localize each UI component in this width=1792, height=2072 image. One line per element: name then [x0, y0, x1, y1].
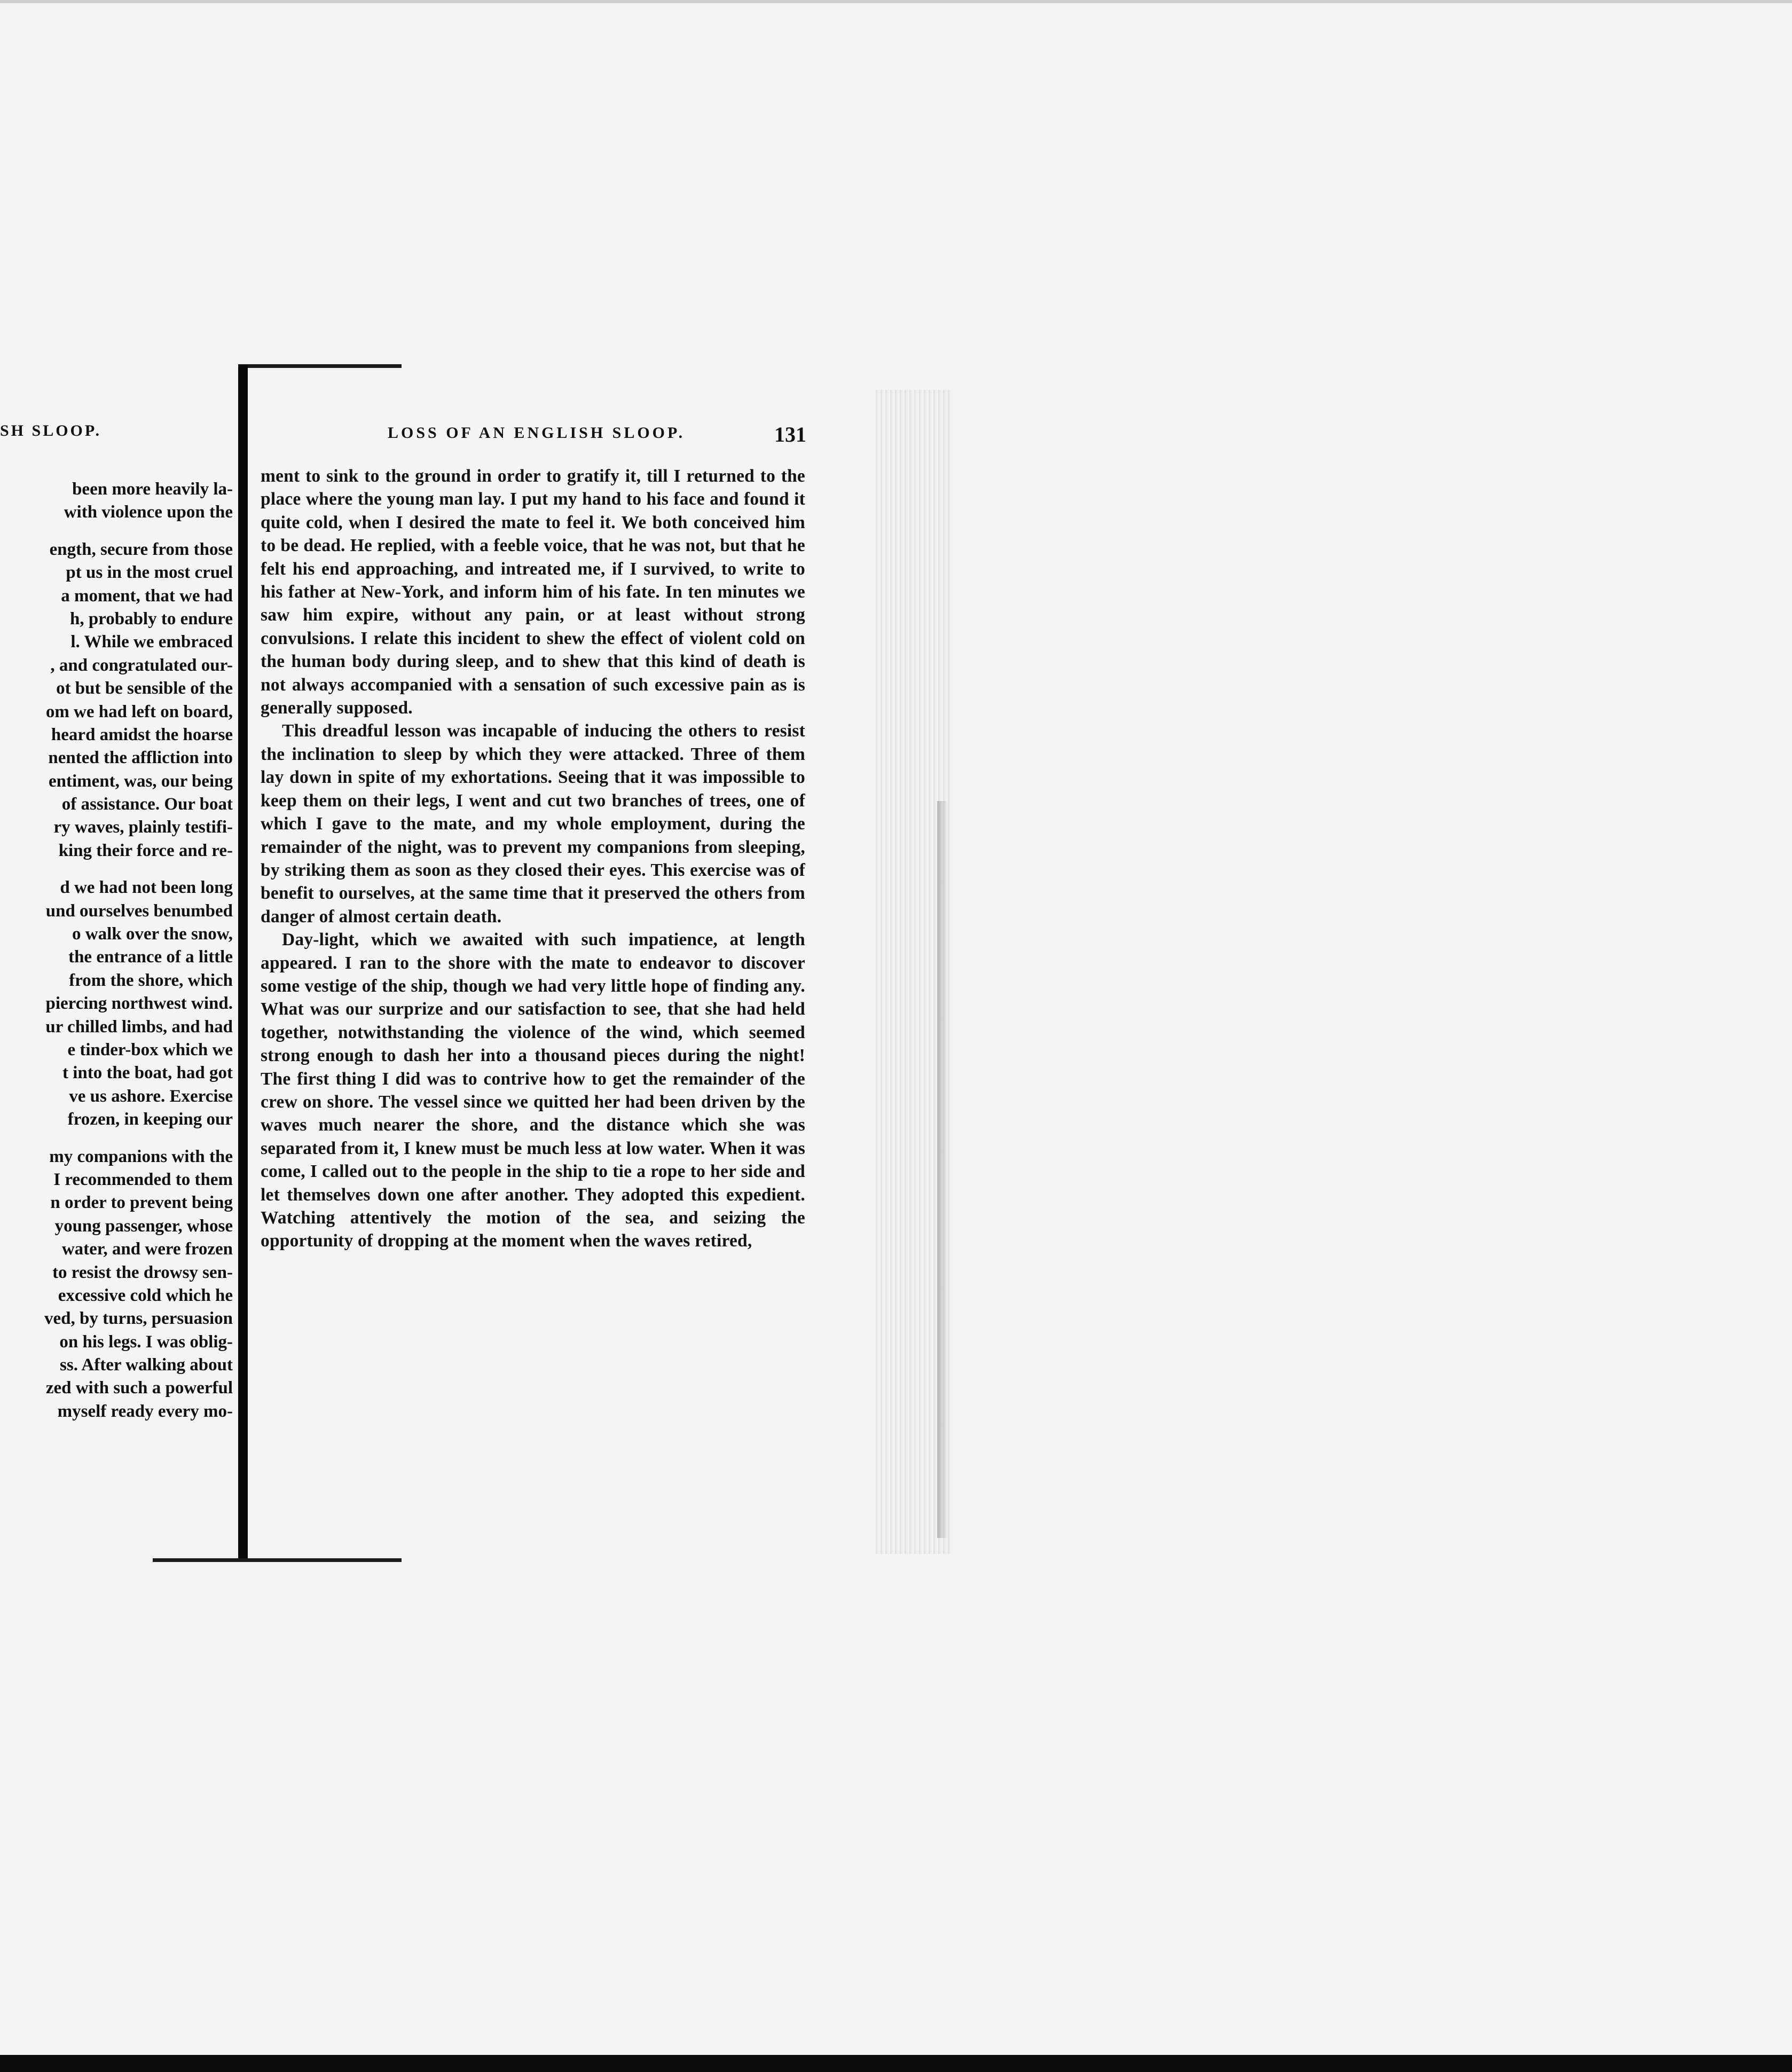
left-text-line: I recommended to them [53, 1170, 233, 1189]
paragraph-gap [0, 862, 233, 876]
left-text-line: with violence upon the [64, 503, 233, 522]
left-text-line: of assistance. Our boat [61, 795, 233, 814]
paragraph: Day-light, which we awaited with such impatience, at length appeared. I ran to the shore with the mate to endeavor to discover some vestige of the ship, though we had very little hope of finding any. What was our surprize and our satisfaction to see, that she had held together, notwithstanding the violence of the wind, which seemed strong enough to dash her into a thousand pieces during the night! The first thing I did was to contrive how to get the remainder of the crew on shore. The vessel since we quitted her had been driven by the waves much nearer the shore, and the distance which she was separated from it, I knew must be much less at low water. When it was come, I called out to the people in the ship to tie a rope to her side and let themselves down one after another. They adopted this expedient. Watching attentively the motion of the sea, and seizing the opportunity of dropping at the moment when the waves retired, [261, 930, 805, 1251]
gutter-rule-top [238, 364, 402, 368]
left-running-head: SH SLOOP. [0, 422, 101, 439]
left-text-line: n order to prevent being [50, 1193, 233, 1213]
left-text-line: ss. After walking about [60, 1355, 233, 1375]
body-text [261, 465, 805, 1253]
left-text-line: l. While we embraced [70, 632, 233, 652]
left-text-line: o walk over the snow, [72, 924, 233, 944]
left-text-line: excessive cold which he [58, 1285, 233, 1305]
paragraph-gap [0, 1132, 233, 1145]
paragraph-gap [0, 524, 233, 538]
left-text-line: on his legs. I was oblig- [59, 1332, 233, 1352]
left-text-line: my companions with the [49, 1147, 233, 1166]
left-text-line: pt us in the most cruel [66, 563, 233, 583]
page-number: 131 [774, 422, 806, 446]
left-text-line: d we had not been long [60, 878, 233, 898]
left-text-line: ur chilled limbs, and had [45, 1017, 233, 1037]
left-text-line: ry waves, plainly testifi- [53, 818, 233, 837]
left-text-line: ved, by turns, persuasion [44, 1309, 233, 1329]
left-text-line: entiment, was, our being [49, 771, 233, 791]
left-text-line: h, probably to endure [69, 609, 233, 629]
left-text-line: water, and were frozen [61, 1239, 233, 1259]
left-text-line: t into the boat, had got [62, 1063, 233, 1083]
running-head [261, 422, 806, 445]
paragraph: This dreadful lesson was incapable of inducing the others to resist the inclination to sleep by which they were attacked. Three of them lay down in spite of my exhortations. Seeing that it was impossible to keep them on their legs, I went and cut two branches of trees, one of which I gave to the mate, and my whole employment, during the remainder of the night, was to prevent my companions from sleeping, by striking them as soon as they closed their eyes. This exercise was of benefit to ourselves, at the same time that it preserved the others from danger of almost certain death. [261, 721, 805, 927]
left-text-line: , and congratulated our- [50, 655, 233, 675]
right-page [261, 422, 806, 1474]
left-text-line: myself ready every mo- [57, 1401, 233, 1421]
left-text-line: und ourselves benumbed [45, 901, 233, 921]
left-text-line: from the shore, which [69, 970, 233, 990]
scan-top-edge [0, 0, 1792, 3]
scan-bottom-edge [0, 2055, 1792, 2072]
left-text-line: zed with such a powerful [45, 1378, 233, 1398]
left-text-line: king their force and re- [58, 841, 233, 860]
left-text-line: the entrance of a little [68, 947, 233, 967]
left-page-fragment [0, 422, 235, 1490]
left-text-line: been more heavily la- [72, 480, 233, 499]
left-text-line: a moment, that we had [61, 586, 233, 606]
left-text-line: young passenger, whose [54, 1216, 233, 1236]
left-text-line: to resist the drowsy sen- [52, 1262, 233, 1282]
gutter-rule [238, 365, 248, 1561]
left-text-line: ength, secure from those [49, 539, 233, 559]
left-text-line: frozen, in keeping our [67, 1110, 233, 1129]
running-head-title: LOSS OF AN ENGLISH SLOOP. [388, 424, 686, 442]
paragraph: ment to sink to the ground in order to gratify it, till I returned to the place where the young man lay. I put my hand to his face and found it quite cold, when I desired the mate to feel it. We both conceived him to be dead. He replied, with a feeble voice, that he was not, but that he felt his end approaching, and intreated me, if I survived, to write to his father at New-York, and inform him of his fate. In ten minutes we saw him expire, without any pain, or at least without strong convulsions. I relate this incident to shew the effect of violent cold on the human body during sleep, and to shew that this kind of death is not always accompanied with a sensation of such excessive pain as is generally supposed. [261, 466, 805, 718]
left-text-line: heard amidst the hoarse [51, 725, 233, 744]
left-text-line: om we had left on board, [45, 702, 233, 721]
left-text-line: e tinder-box which we [67, 1040, 233, 1059]
left-text-line: nented the affliction into [48, 748, 233, 768]
gutter-rule-bottom [153, 1558, 402, 1562]
left-text-line: ve us ashore. Exercise [69, 1086, 233, 1106]
left-text-line: piercing northwest wind. [45, 994, 233, 1014]
left-page-text [0, 478, 233, 1423]
left-text-line: ot but be sensible of the [56, 679, 233, 698]
page-edge-shadow-dark [937, 801, 947, 1538]
